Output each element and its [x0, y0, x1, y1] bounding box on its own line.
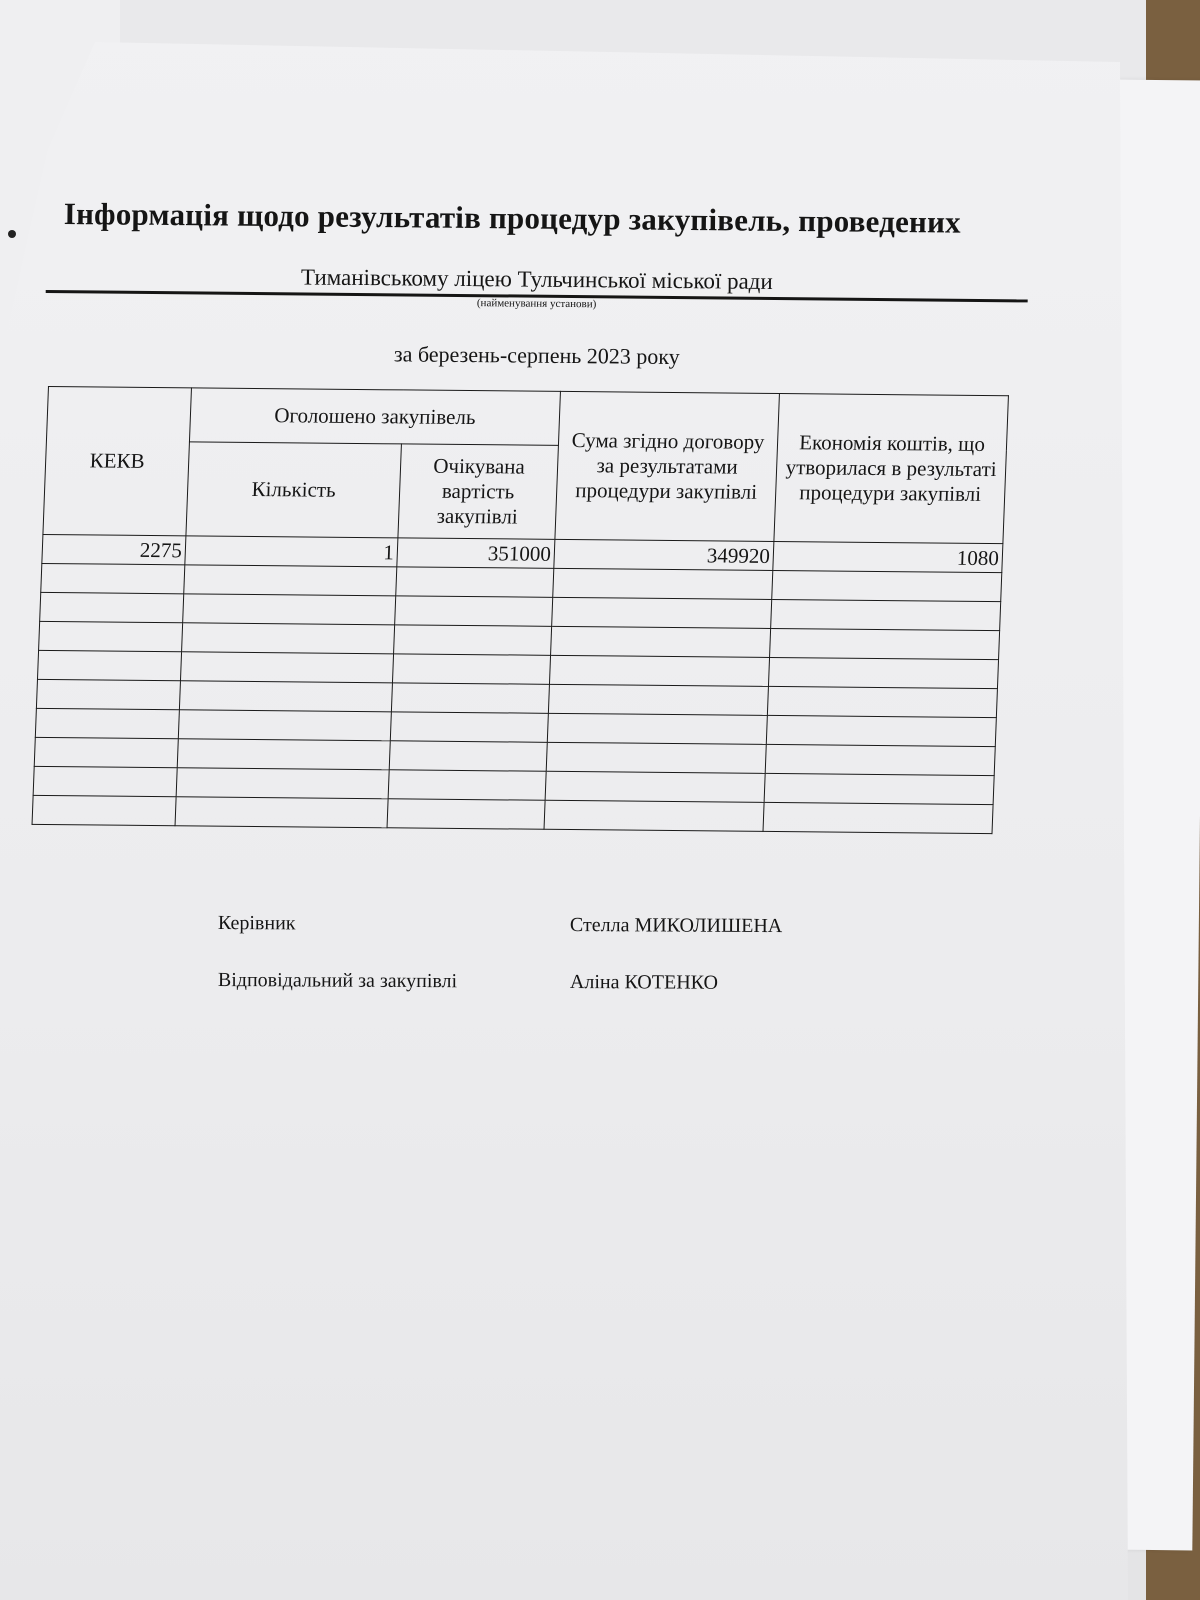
cell-expected-cost [394, 625, 552, 655]
cell-contract-sum [544, 800, 764, 831]
header-kekv: КЕКВ [43, 387, 192, 536]
cell-expected-cost [390, 712, 548, 742]
cell-savings [771, 599, 1001, 630]
signature-role-director: Керівник [217, 912, 296, 935]
cell-quantity [177, 739, 390, 770]
signature-role-procurement: Відповідальний за закупівлі [217, 969, 458, 993]
cell-savings [766, 715, 996, 746]
cell-contract-sum [552, 597, 772, 628]
cell-quantity [179, 681, 392, 712]
cell-savings [767, 686, 997, 717]
cell-contract-sum: 349920 [554, 539, 774, 570]
cell-quantity [180, 652, 393, 683]
procurement-table-wrapper [32, 386, 1009, 834]
cell-savings [765, 744, 995, 775]
table-body [32, 534, 1003, 833]
cell-expected-cost [396, 567, 554, 597]
organization-caption: (найменування установи) [476, 297, 597, 311]
cell-quantity [176, 768, 389, 799]
signature-name-director: Стелла МИКОЛИШЕНА [569, 914, 783, 938]
cell-quantity [175, 797, 388, 828]
cell-quantity [182, 623, 395, 654]
cell-quantity [184, 565, 397, 596]
cell-contract-sum [551, 626, 771, 657]
cell-quantity [183, 594, 396, 625]
cell-savings [772, 570, 1002, 601]
cell-savings [770, 628, 1000, 659]
cell-contract-sum [547, 713, 767, 744]
cell-contract-sum [545, 771, 765, 802]
cell-contract-sum [549, 655, 769, 686]
procurement-table [32, 386, 1009, 834]
organization-name: Тиманівському ліцею Тульчинської міської ради [46, 262, 1028, 302]
report-period: за березень-серпень 2023 року [393, 341, 680, 370]
cell-quantity [178, 710, 391, 741]
cell-expected-cost [395, 596, 553, 626]
cell-contract-sum [548, 684, 768, 715]
cell-quantity: 1 [185, 536, 398, 567]
cell-kekv [37, 650, 181, 680]
cell-expected-cost [387, 799, 545, 829]
cell-kekv [32, 795, 176, 825]
cell-kekv [36, 679, 180, 709]
cell-savings [764, 773, 994, 804]
cell-kekv [40, 592, 184, 622]
header-quantity: Кількість [186, 442, 402, 538]
cell-expected-cost [391, 683, 549, 713]
cell-savings [768, 657, 998, 688]
cell-kekv [35, 708, 179, 738]
cell-kekv [41, 563, 185, 593]
cell-expected-cost [392, 654, 550, 684]
cell-contract-sum [546, 742, 766, 773]
signature-name-procurement: Аліна КОТЕНКО [569, 971, 719, 994]
header-savings: Економія коштів, що утворилася в результаті процедури закупівлі [774, 394, 1009, 544]
header-contract-sum: Сума згідно договору за результатами процедури закупівлі [555, 391, 780, 541]
cell-expected-cost [388, 770, 546, 800]
document-title: Інформація щодо результатів процедур закупівель, проведених [63, 196, 962, 240]
cell-expected-cost [389, 741, 547, 771]
header-expected-cost: Очікувана вартість закупівлі [398, 444, 559, 539]
cell-kekv [34, 737, 178, 767]
cell-contract-sum [553, 568, 773, 599]
cell-kekv: 2275 [42, 534, 186, 564]
cell-expected-cost: 351000 [397, 538, 555, 568]
header-announced: Оголошено закупівель [189, 388, 560, 446]
organization-block [46, 262, 1028, 314]
cell-kekv [33, 766, 177, 796]
cell-kekv [39, 621, 183, 651]
cell-savings: 1080 [773, 541, 1003, 572]
cell-savings [763, 802, 993, 833]
